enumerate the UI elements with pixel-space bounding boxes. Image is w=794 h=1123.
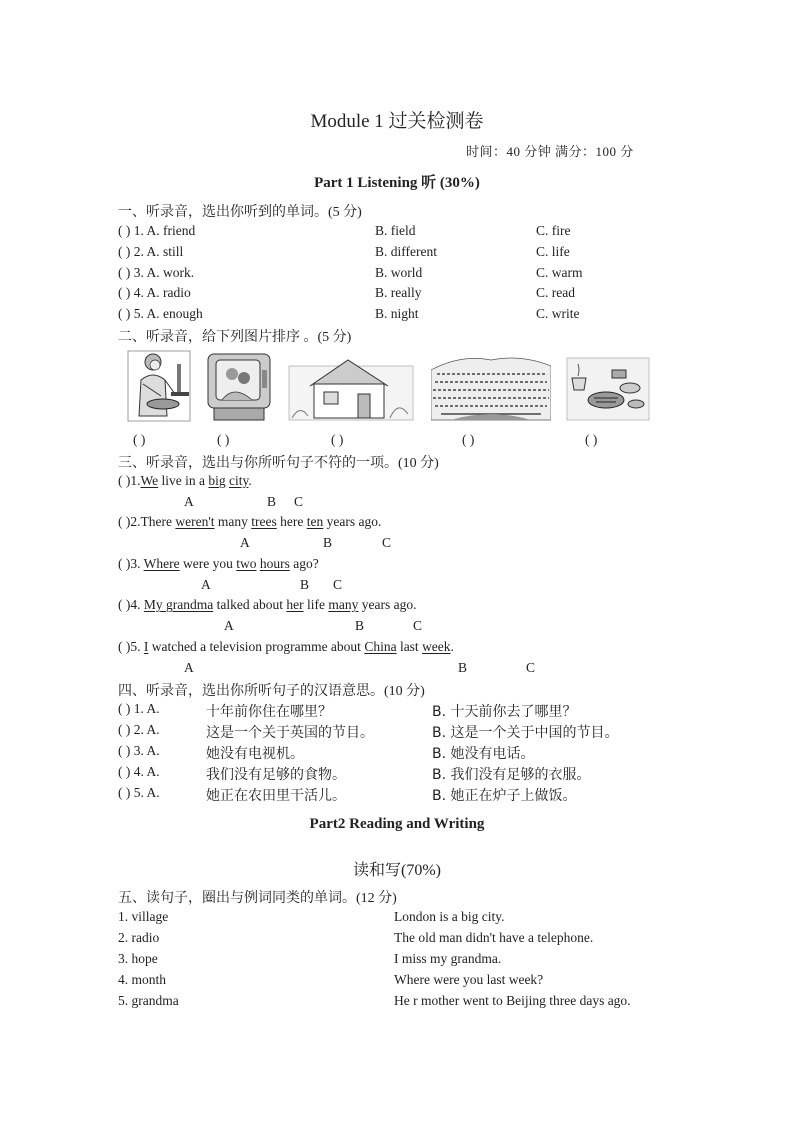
example-word: 1. village [118, 909, 169, 924]
sentence-text: many [214, 514, 252, 529]
option-b-word: big [208, 473, 226, 488]
section2-heading: 二、听录音，给下列图片排序 。(5 分) [118, 330, 352, 345]
example-word: 5. grandma [118, 993, 179, 1008]
part2-subtitle: 读和写(70%) [353, 862, 441, 879]
letter-c: C [294, 494, 304, 509]
letter-b: B [300, 577, 310, 592]
letter-a: A [184, 494, 194, 509]
item-option-b: B. really [375, 285, 422, 300]
letter-c: C [526, 660, 536, 675]
item-option-a: 我们没有足够的食物。 [206, 767, 346, 783]
option-c-word: ten [306, 514, 324, 529]
letter-b: B [323, 535, 333, 550]
sentence-5 [118, 639, 454, 655]
item-option-b: B. 她正在炉子上做饭。 [432, 788, 577, 804]
picture-answer-blank[interactable]: ( ) [133, 432, 146, 447]
section3-heading: 三、听录音，选出与你所听句子不符的一项。(10 分) [118, 456, 439, 471]
item-option-a: ( ) 5. A. enough [118, 306, 203, 321]
answer-paren: ( ) [118, 514, 131, 529]
item-option-c: C. fire [536, 223, 571, 238]
letter-c: C [382, 535, 392, 550]
letter-a: A [224, 618, 234, 633]
section4-heading: 四、听录音，选出你所听句子的汉语意思。(10 分) [118, 684, 425, 699]
page-title: Module 1 过关检测卷 [310, 111, 484, 132]
option-a-word: We [140, 473, 159, 488]
item-option-b: B. night [375, 306, 419, 321]
item-option-c: C. warm [536, 265, 583, 280]
option-a-word: Where [143, 556, 180, 571]
item-option-a: ( ) 4. A. radio [118, 285, 191, 300]
sentence-1 [118, 473, 252, 489]
item-option-a: 她正在农田里干活儿。 [206, 788, 346, 804]
item-option-a: 这是一个关于英国的节目。 [206, 725, 374, 741]
exam-meta: 时间：40 分钟 满分：100 分 [466, 144, 634, 159]
sentence-text: . [248, 473, 252, 488]
option-b-word: trees [251, 514, 277, 529]
sentence-text: life [303, 597, 329, 612]
answer-paren: ( ) [118, 597, 131, 612]
part1-title: Part 1 Listening 听 (30%) [314, 175, 480, 191]
example-word: 3. hope [118, 951, 158, 966]
sentence-text: here [276, 514, 307, 529]
sentence-text: He r mother went to Beijing three days ago. [394, 993, 631, 1008]
letter-b: B [458, 660, 468, 675]
answer-paren: ( ) [118, 639, 131, 654]
item-number: ( ) 3. A. [118, 743, 160, 758]
letter-b: B [267, 494, 277, 509]
part2-title: Part2 Reading and Writing [309, 816, 485, 832]
letter-a: A [240, 535, 250, 550]
sentence-number: 1. [130, 473, 141, 488]
item-option-b: B. field [375, 223, 416, 238]
letter-a: A [201, 577, 211, 592]
sentence-number: 4. [130, 597, 144, 612]
sentence-4 [118, 597, 416, 613]
example-word: 4. month [118, 972, 167, 987]
section1-heading: 一、听录音，选出你听到的单词。(5 分) [118, 205, 362, 220]
option-c-word: hours [259, 556, 290, 571]
sentence-number: 3. [130, 556, 144, 571]
picture-answer-blank[interactable]: ( ) [331, 432, 344, 447]
sentence-number: 2.There [130, 514, 176, 529]
option-a-word: I [143, 639, 149, 654]
letter-b: B [355, 618, 365, 633]
item-option-b: B. 我们没有足够的衣服。 [432, 767, 591, 783]
item-option-c: C. read [536, 285, 575, 300]
item-option-a: ( ) 1. A. friend [118, 223, 196, 238]
item-option-b: B. different [375, 244, 437, 259]
option-a-word: My grandma [143, 597, 214, 612]
sentence-text: London is a big city. [394, 909, 505, 924]
woman-cooking-picture [127, 350, 191, 422]
sentence-text: were you [179, 556, 237, 571]
option-c-word: city [229, 473, 249, 488]
sentence-number: 5. [130, 639, 144, 654]
picture-answer-blank[interactable]: ( ) [585, 432, 598, 447]
sentence-text: years ago. [323, 514, 382, 529]
sentence-text: I miss my grandma. [394, 951, 502, 966]
example-word: 2. radio [118, 930, 160, 945]
sentence-text: last [396, 639, 423, 654]
section5-heading: 五、读句子，圈出与例词同类的单词。(12 分) [118, 891, 397, 906]
answer-paren: ( ) [118, 473, 131, 488]
item-number: ( ) 4. A. [118, 764, 160, 779]
food-plates-picture [566, 350, 650, 422]
item-number: ( ) 1. A. [118, 701, 160, 716]
item-option-b: B. world [375, 265, 423, 280]
item-option-a: ( ) 2. A. still [118, 244, 184, 259]
option-b-word: her [286, 597, 304, 612]
sentence-text: . [450, 639, 454, 654]
house-picture [288, 350, 414, 422]
option-b-word: China [364, 639, 397, 654]
sentence-3 [118, 556, 319, 572]
item-number: ( ) 5. A. [118, 785, 160, 800]
item-option-a: 十年前你住在哪里？ [206, 704, 332, 720]
item-option-a: ( ) 3. A. work. [118, 265, 195, 280]
letter-a: A [184, 660, 194, 675]
answer-paren: ( ) [118, 556, 131, 571]
item-option-b: B. 十天前你去了哪里？ [432, 704, 577, 720]
village-picture [431, 350, 551, 422]
option-a-word: weren't [175, 514, 215, 529]
sentence-text: watched a television programme about [148, 639, 365, 654]
letter-c: C [413, 618, 423, 633]
sentence-2 [118, 514, 381, 530]
sentence-text: ago? [289, 556, 319, 571]
item-number: ( ) 2. A. [118, 722, 160, 737]
item-option-b: B. 这是一个关于中国的节目。 [432, 725, 619, 741]
sentence-text: years ago. [358, 597, 417, 612]
picture-answer-blank[interactable]: ( ) [462, 432, 475, 447]
item-option-a: 她没有电视机。 [206, 746, 304, 762]
option-c-word: week [422, 639, 451, 654]
sentence-text: The old man didn't have a telephone. [394, 930, 594, 945]
option-b-word: two [236, 556, 257, 571]
picture-row [118, 350, 658, 424]
item-option-c: C. life [536, 244, 570, 259]
sentence-text: talked about [213, 597, 287, 612]
sentence-text: live in a [158, 473, 209, 488]
picture-answer-blank[interactable]: ( ) [217, 432, 230, 447]
option-c-word: many [328, 597, 359, 612]
sentence-text: Where were you last week? [394, 972, 544, 987]
letter-c: C [333, 577, 343, 592]
item-option-c: C. write [536, 306, 580, 321]
item-option-b: B. 她没有电话。 [432, 746, 535, 762]
television-picture [204, 350, 274, 422]
